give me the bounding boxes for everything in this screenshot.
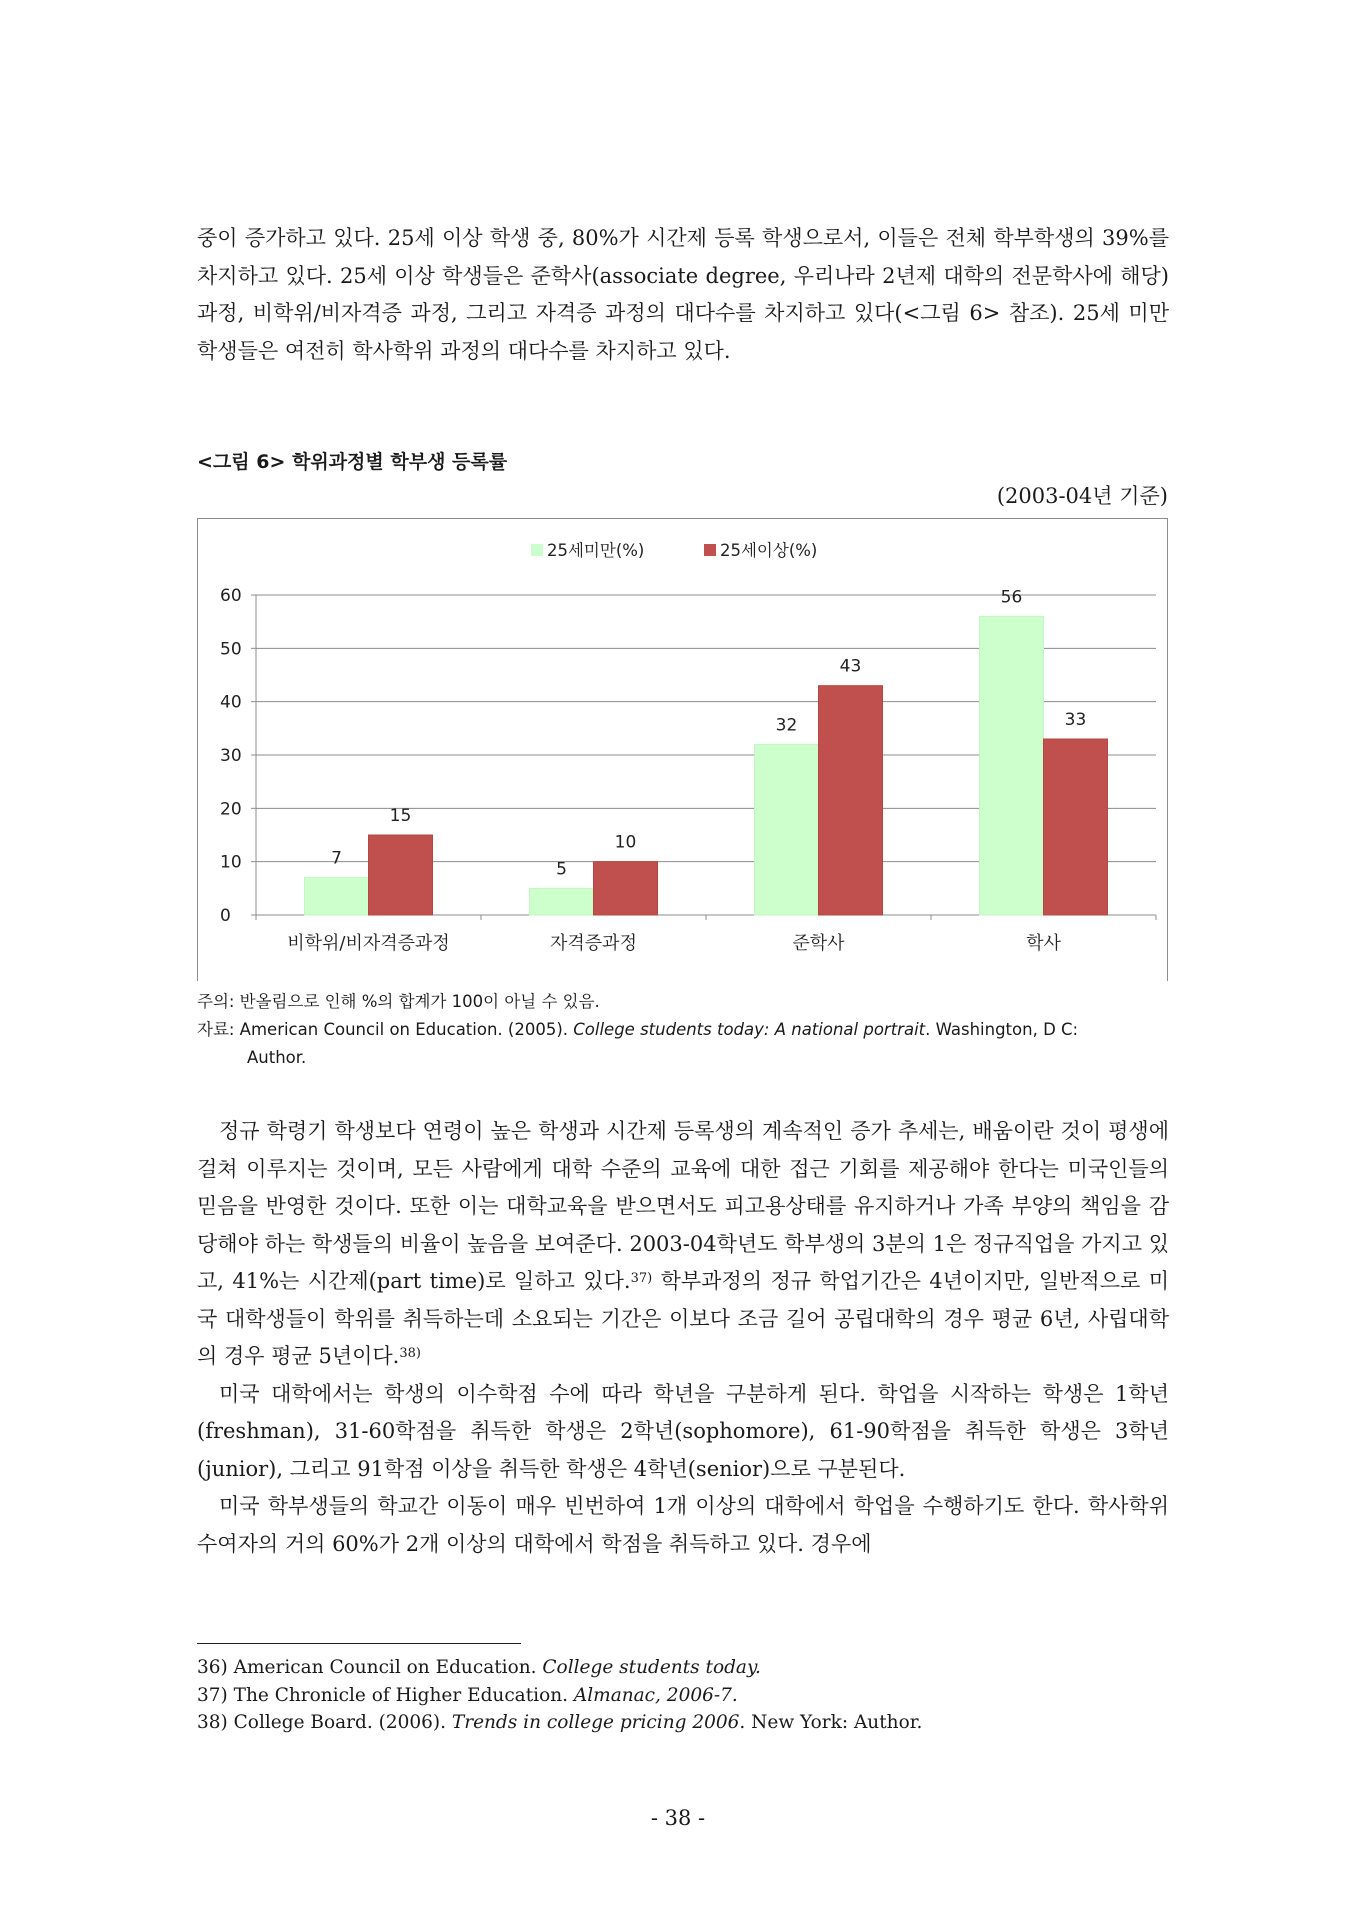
data-label: 33 — [1064, 710, 1087, 730]
figure-source — [197, 1016, 1172, 1072]
source-continuation: Author. — [247, 1048, 307, 1067]
legend-label: 25세미만(%) — [547, 541, 645, 560]
footnote-36 — [197, 1654, 922, 1682]
paragraph-main — [197, 1113, 1169, 1376]
bar-under25 — [980, 616, 1044, 915]
chart-frame — [197, 518, 1168, 981]
legend-swatch — [704, 544, 716, 556]
footnote-text: College Board. (2006). — [227, 1712, 452, 1733]
data-label: 56 — [1000, 587, 1023, 608]
footnote-divider — [197, 1643, 521, 1644]
footnote-number: 37) — [197, 1684, 228, 1706]
footnote-after: . New York: Author. — [739, 1712, 923, 1733]
footnote-ref-38: 38) — [399, 1346, 421, 1361]
y-tick-label: 0 — [220, 906, 231, 926]
y-tick-label: 60 — [220, 586, 242, 606]
category-label: 비학위/비자격증과정 — [287, 933, 450, 954]
bar-over25 — [369, 835, 433, 915]
footnote-title: Almanac, 2006-7. — [573, 1684, 738, 1706]
footnote-37 — [197, 1682, 922, 1710]
bar-over25 — [1044, 739, 1108, 915]
y-tick-label: 50 — [220, 639, 242, 660]
legend-label: 25세이상(%) — [720, 541, 818, 560]
data-label: 15 — [389, 806, 412, 826]
figure-title: <그림 6> 학위과정별 학부생 등록률 — [197, 451, 508, 473]
data-label: 32 — [775, 715, 798, 736]
source-prefix: 자료: American Council on Education. (2005). — [197, 1020, 574, 1039]
paragraph-transfer: 미국 학부생들의 학교간 이동이 매우 빈번하여 1개 이상의 대학에서 학업을 수행하기도 한다. 학사학위 수여자의 거의 60%가 2개 이상의 대학에서 학점을 취득하고 있다. 경우에 — [197, 1494, 1169, 1556]
legend-swatch — [531, 544, 543, 556]
bar-under25 — [755, 744, 819, 915]
page-number: - 38 - — [650, 1806, 706, 1830]
paragraph-top-text: 중이 증가하고 있다. 25세 이상 학생 중, 80%가 시간제 등록 학생으로서, 이들은 전체 학부학생의 39%를 차지하고 있다. 25세 이상 학생들은 준학사(associate degree, 우리나라 2년제 대학의 전문학사에 해당)과정, 비학위/비자격증 과정, 그리고 자격증 과정의 대다수를 차지하고 있다(<그림 6> 참조). 25세 미만 학생들은 여전히 학사학위 과정의 대다수를 차지하고 있다. — [197, 226, 1169, 363]
source-title: College students today: A national portrait — [573, 1020, 926, 1039]
bar-over25 — [594, 862, 658, 915]
footnote-number: 36) — [197, 1657, 228, 1678]
figure-date-note: (2003-04년 기준) — [996, 484, 1168, 508]
data-label: 10 — [614, 832, 637, 853]
y-tick-label: 20 — [220, 799, 242, 820]
data-label: 7 — [331, 848, 342, 869]
footnote-title: Trends in college pricing 2006 — [451, 1712, 740, 1733]
paragraph-top — [197, 220, 1169, 370]
bar-chart — [198, 519, 1168, 981]
footnote-text: The Chronicle of Higher Education. — [227, 1684, 574, 1706]
figure-note: 주의: 반올림으로 인해 %의 합계가 100이 아닐 수 있음. — [197, 992, 600, 1011]
bar-over25 — [819, 686, 883, 915]
body-text — [197, 1113, 1169, 1563]
paragraph-main-b: 학부과정의 정규 학업기간은 4년이지만, 일반적으로 미국 대학생들이 학위를 취득하는데 소요되는 기간은 이보다 조금 길어 공립대학의 경우 평균 6년, 사립대학의 경우 평균 5년이다. — [197, 1269, 1169, 1368]
footnote-ref-37: 37) — [630, 1271, 653, 1286]
y-tick-label: 10 — [220, 852, 242, 873]
category-label: 학사 — [1026, 933, 1061, 954]
footnote-text: American Council on Education. — [227, 1657, 543, 1678]
bar-under25 — [530, 888, 594, 915]
paragraph-main-a: 정규 학령기 학생보다 연령이 높은 학생과 시간제 등록생의 계속적인 증가 추세는, 배움이란 것이 평생에 걸쳐 이루지는 것이며, 모든 사람에게 대학 수준의 교육에 대한 접근 기회를 제공해야 한다는 미국인들의 믿음을 반영한 것이다. 또한 이는 대학교육을 받으면서도 피고용상태를 유지하거나 가족 부양의 책임을 감당해야 하는 학생들의 비율이 높음을 보여준다. 2003-04학년도 학부생의 3분의 1은 정규직업을 가지고 있고, 41%는 시간제(part time)로 일하고 있다. — [197, 1119, 1169, 1293]
footnotes — [197, 1654, 922, 1737]
paragraph-grades: 미국 대학에서는 학생의 이수학점 수에 따라 학년을 구분하게 된다. 학업을 시작하는 학생은 1학년(freshman), 31-60학점을 취득한 학생은 2학년(sophomore), 61-90학점을 취득한 학생은 3학년(junior), 그리고 91학점 이상을 취득한 학생은 4학년(senior)으로 구분된다. — [197, 1381, 1169, 1481]
y-tick-label: 40 — [220, 692, 242, 713]
footnote-number: 38) — [197, 1712, 228, 1733]
source-suffix: . Washington, D C: — [925, 1020, 1079, 1039]
footnote-38 — [197, 1709, 922, 1737]
data-label: 43 — [839, 656, 862, 677]
y-tick-label: 30 — [220, 746, 242, 766]
category-label: 준학사 — [792, 933, 845, 954]
footnote-title: College students today. — [542, 1657, 761, 1678]
data-label: 5 — [556, 859, 567, 880]
category-label: 자격증과정 — [550, 933, 637, 954]
bar-under25 — [305, 878, 369, 915]
